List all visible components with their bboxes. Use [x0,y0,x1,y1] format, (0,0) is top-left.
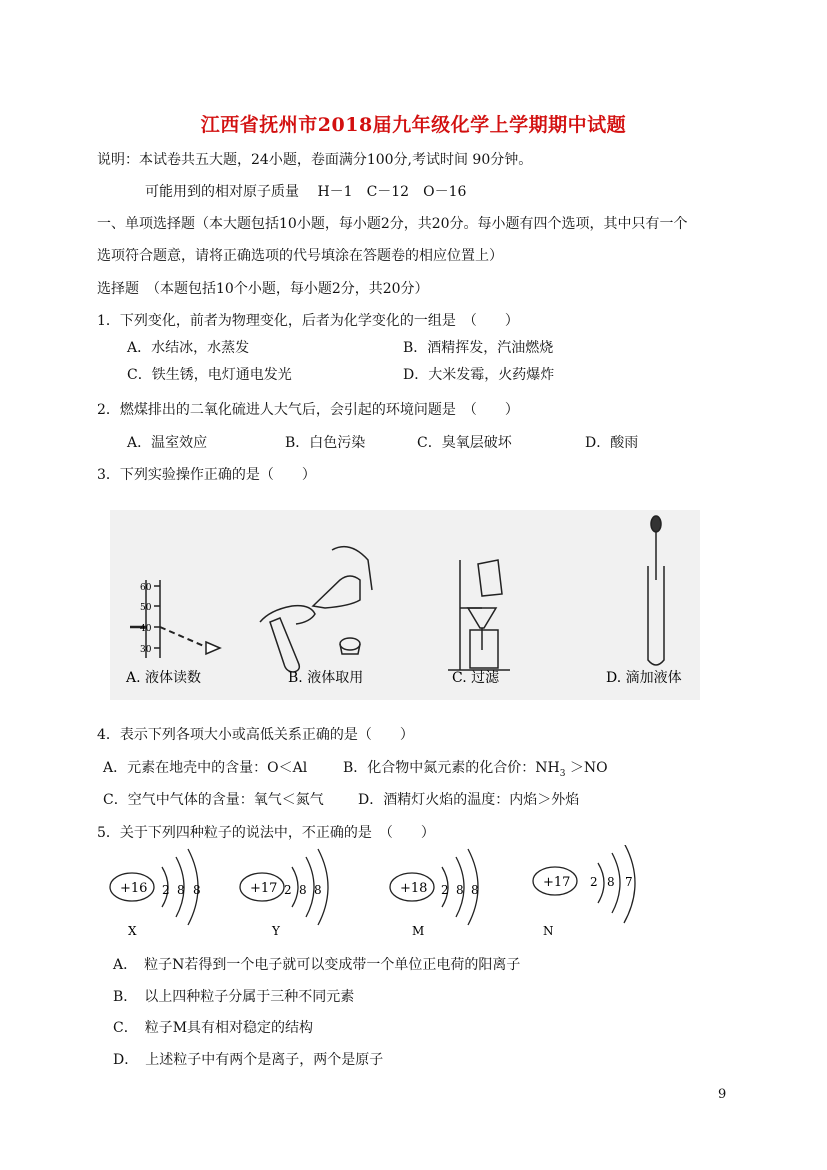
particle-m-shell-2: 8 [456,883,464,897]
particle-x-label: X [128,924,137,938]
cylinder-tick-40: 40 [140,624,152,634]
question-2-option-d: D．酸雨 [585,435,639,451]
page-title: 江西省抚州市2018届九年级化学上学期期中试题 [200,114,627,136]
question-1-option-b: B．酒精挥发，汽油燃烧 [403,340,554,356]
particle-n-nucleus: +17 [543,875,571,890]
question-5-option-d: D． 上述粒子中有两个是离子，两个是原子 [113,1052,384,1068]
question-1-stem: 1．下列变化，前者为物理变化，后者为化学变化的一组是 （ ） [97,313,519,329]
particle-m-shell-1: 2 [441,883,449,897]
particle-y-label: Y [272,924,280,938]
cylinder-tick-50: 50 [140,603,152,613]
figure-caption-b: B. 液体取用 [288,670,364,686]
particle-y-shell-1: 2 [284,883,292,897]
particle-m-nucleus: +18 [400,881,428,896]
particle-x-nucleus: +16 [120,881,148,896]
question-1-option-c: C．铁生锈，电灯通电发光 [127,367,292,383]
section-heading-line1: 一、单项选择题（本大题包括10小题，每小题2分，共20分。每小题有四个选项，其中只有一个 [97,216,688,232]
question-4-option-b: B．化合物中氮元素的化合价：$NH_3 >NO$ [343,760,608,779]
particle-x-shell-1: 2 [162,883,170,897]
question-4-stem: 4．表示下列各项大小或高低关系正确的是（ ） [97,727,414,743]
particle-y-nucleus: +17 [250,881,278,896]
section-heading-line2: 选项符合题意，请将正确选项的代号填涂在答题卷的相应位置上） [97,248,503,264]
exam-note: 说明：本试卷共五大题，24小题，卷面满分100分,考试时间 90分钟。 [97,152,533,168]
particle-n-shell-3: 7 [625,875,633,889]
question-4-option-a: A．元素在地壳中的含量：O＜Al [103,760,308,776]
particle-structure-diagrams [100,845,660,940]
question-5-option-a: A． 粒子N若得到一个电子就可以变成带一个单位正电荷的阳离子 [113,957,521,973]
particle-y-shell-2: 8 [299,883,307,897]
question-1-option-a: A．水结冰，水蒸发 [127,340,250,356]
question-2-stem: 2．燃煤排出的二氧化硫进人大气后，会引起的环境问题是 （ ） [97,402,519,418]
particle-n-shell-1: 2 [590,875,598,889]
question-2-option-a: A．温室效应 [127,435,208,451]
particle-n-shell-2: 8 [607,875,615,889]
figure-caption-c: C. 过滤 [452,670,500,686]
particle-m-shell-3: 8 [471,883,479,897]
question-3-stem: 3．下列实验操作正确的是（ ） [97,467,316,483]
question-4-option-d: D．酒精灯火焰的温度：内焰＞外焰 [358,792,580,808]
particle-y-shell-3: 8 [314,883,322,897]
section-sub-heading: 选择题 （本题包括10个小题，每小题2分，共20分） [97,281,429,297]
figure-caption-a: A. 液体读数 [126,670,202,686]
page-number: 9 [718,1087,727,1102]
cylinder-tick-60: 60 [140,583,152,593]
question-4-option-c: C．空气中气体的含量：氧气＜氮气 [103,792,324,808]
question-2-option-b: B．白色污染 [285,435,366,451]
question-1-option-d: D．大米发霉，火药爆炸 [403,367,555,383]
question-5-option-b: B． 以上四种粒子分属于三种不同元素 [113,989,355,1005]
particle-x-shell-2: 8 [177,883,185,897]
particle-m-label: M [412,924,425,938]
lab-operations-figure [110,510,700,700]
question-5-option-c: C． 粒子M具有相对稳定的结构 [113,1020,314,1036]
question-2-option-c: C．臭氧层破坏 [417,435,512,451]
cylinder-tick-30: 30 [140,645,152,655]
particle-n-label: N [543,924,554,938]
figure-caption-d: D. 滴加液体 [606,670,682,686]
atomic-mass-line: 可能用到的相对原子质量 H－1 C－12 O－16 [145,184,467,200]
particle-x-shell-3: 8 [193,883,201,897]
question-5-stem: 5．关于下列四种粒子的说法中，不正确的是 （ ） [97,825,435,841]
